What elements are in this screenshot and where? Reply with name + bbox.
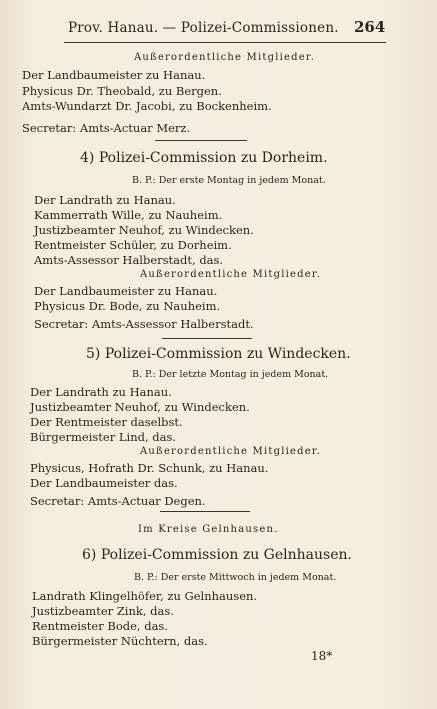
section-heading: 6) Polizei-Commission zu Gelnhausen. (82, 547, 352, 563)
member-line: Amts-Wundarzt Dr. Jacobi, zu Bockenheim. (22, 99, 272, 113)
signature-mark: 18* (311, 649, 333, 663)
section-rule (160, 511, 250, 512)
member-line: Rentmeister Schüler, zu Dorheim. (34, 238, 232, 252)
meeting-schedule: B. P.: Der erste Montag in jedem Monat. (132, 175, 326, 186)
member-line: Der Landrath zu Hanau. (30, 385, 172, 399)
subheading-extraordinary-members: Außerordentliche Mitglieder. (134, 52, 316, 63)
secretary-line: Secretar: Amts-Actuar Degen. (30, 494, 206, 508)
member-line: Physicus Dr. Bode, zu Nauheim. (34, 299, 221, 313)
member-line: Der Rentmeister daselbst. (30, 415, 183, 429)
meeting-schedule: B. P.: Der letzte Montag in jedem Monat. (132, 369, 329, 380)
secretary-line: Secretar: Amts-Assessor Halberstadt. (34, 317, 254, 331)
member-line: Rentmeister Bode, das. (32, 619, 168, 633)
member-line: Der Landbaumeister zu Hanau. (22, 68, 206, 82)
member-line: Landrath Klingelhöfer, zu Gelnhausen. (32, 589, 258, 603)
member-line: Justizbeamter Zink, das. (32, 604, 174, 618)
member-line: Bürgermeister Nüchtern, das. (32, 634, 208, 648)
member-line: Der Landrath zu Hanau. (34, 193, 176, 207)
member-line: Bürgermeister Lind, das. (30, 430, 177, 444)
member-line: Physicus Dr. Theobald, zu Bergen. (22, 84, 222, 98)
page-number: 264 (354, 18, 386, 36)
member-line: Justizbeamter Neuhof, zu Windecken. (34, 223, 254, 237)
meeting-schedule: B. P.: Der erste Mittwoch in jedem Monat. (134, 572, 337, 583)
member-line: Kammerrath Wille, zu Nauheim. (34, 208, 223, 222)
district-heading: Im Kreise Gelnhausen. (138, 524, 279, 535)
section-heading: 4) Polizei-Commission zu Dorheim. (80, 150, 328, 166)
member-line: Amts-Assessor Halberstadt, das. (34, 253, 224, 267)
section-heading: 5) Polizei-Commission zu Windecken. (86, 346, 351, 362)
subheading-extraordinary-members: Außerordentliche Mitglieder. (140, 446, 322, 457)
member-line: Der Landbaumeister zu Hanau. (34, 284, 218, 298)
section-rule (155, 140, 247, 141)
subheading-extraordinary-members: Außerordentliche Mitglieder. (140, 269, 322, 280)
secretary-line: Secretar: Amts-Actuar Merz. (22, 121, 191, 135)
header-rule (64, 42, 386, 43)
member-line: Justizbeamter Neuhof, zu Windecken. (30, 400, 250, 414)
member-line: Physicus, Hofrath Dr. Schunk, zu Hanau. (30, 461, 269, 475)
member-line: Der Landbaumeister das. (30, 476, 178, 490)
running-header: Prov. Hanau. — Polizei-Commissionen. (68, 20, 339, 36)
section-rule (162, 338, 252, 339)
